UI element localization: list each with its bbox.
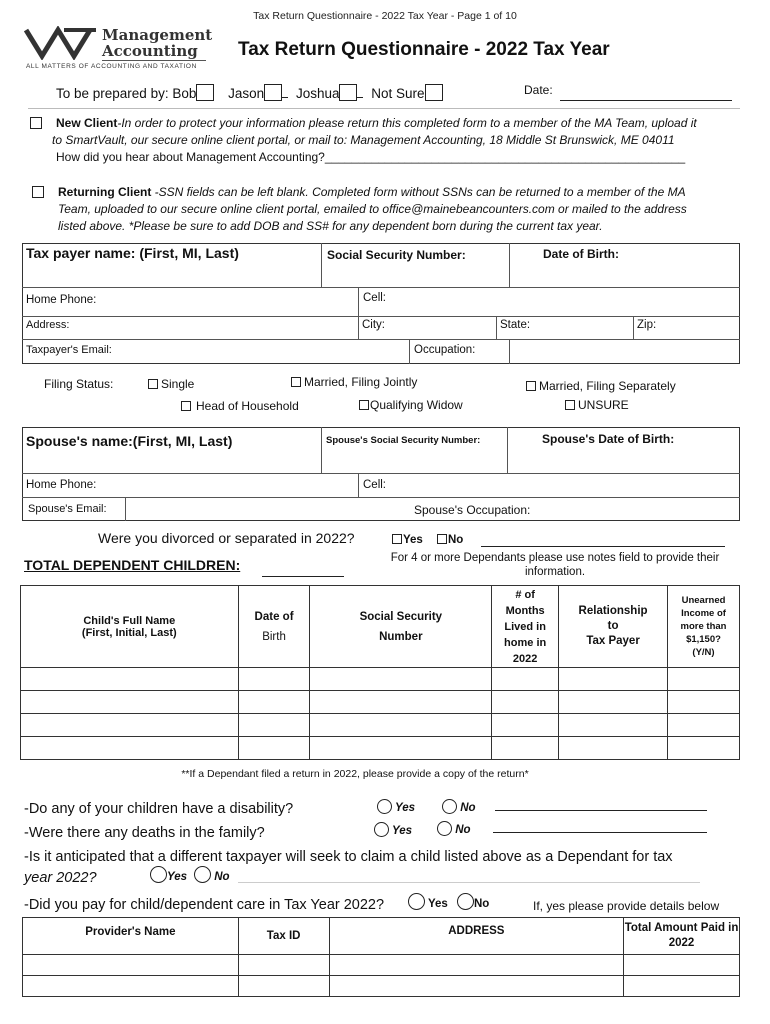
claim-no-label: No	[214, 871, 230, 883]
disability-no-label: No	[460, 802, 476, 814]
dep-cell[interactable]	[492, 691, 559, 714]
dep-cell[interactable]	[238, 668, 310, 691]
dep-cell[interactable]	[492, 714, 559, 737]
provider-cell[interactable]	[23, 955, 239, 976]
date-label: Date:	[524, 83, 553, 97]
taxpayer-ssn-field[interactable]: Social Security Number:	[327, 248, 466, 262]
returning-client-text1: -SSN fields can be left blank. Completed form without SSNs can be returned to a member of the MA	[151, 185, 686, 199]
spouse-ssn-field[interactable]: Spouse's Social Security Number:	[326, 435, 481, 446]
taxpayer-city-field[interactable]: City:	[362, 319, 385, 331]
returning-client-checkbox[interactable]	[32, 186, 44, 198]
dependents-title: TOTAL DEPENDENT CHILDREN:	[24, 557, 241, 573]
divorce-no-checkbox[interactable]	[437, 534, 447, 544]
new-client-referral: How did you hear about Management Accounting?______________________________________________________	[56, 150, 686, 164]
filing-mfj-label: Married, Filing Jointly	[304, 375, 418, 389]
taxpayer-state-field[interactable]: State:	[500, 319, 531, 331]
dep-header-unearned: Unearned Income of more than $1,150? (Y/N)	[668, 586, 740, 668]
filing-hoh-checkbox[interactable]	[181, 401, 191, 411]
logo-line2: Accounting	[102, 42, 198, 60]
returning-client-text2: Team, uploaded to our secure online client portal, emailed to office@mainebeancounters.com or mailed to the address	[58, 202, 687, 216]
dep-cell[interactable]	[21, 714, 239, 737]
provider-header-name: Provider's Name	[23, 918, 239, 955]
dep-header-dob: Date of Birth	[238, 586, 310, 668]
childcare-no-option[interactable]	[457, 893, 489, 910]
provider-cell[interactable]	[329, 976, 624, 997]
dep-cell[interactable]	[21, 668, 239, 691]
logo-name	[102, 27, 212, 59]
disability-question: -Do any of your children have a disability?	[24, 801, 294, 817]
preparer-joshua-checkbox[interactable]	[339, 84, 357, 101]
filing-mfs-checkbox[interactable]	[526, 381, 536, 391]
filing-unsure-label: UNSURE	[578, 398, 629, 412]
filing-hoh-label: Head of Household	[196, 399, 299, 413]
dependents-note: For 4 or more Dependants please use notes field to provide their information.	[390, 552, 720, 578]
returning-client-section	[58, 184, 748, 235]
dep-header-ssn: Social Security Number	[310, 586, 492, 668]
preparer-joshua-label: Joshua	[295, 86, 340, 101]
dep-cell[interactable]	[310, 737, 492, 760]
table-row	[21, 668, 740, 691]
childcare-yes-radio[interactable]	[408, 893, 425, 910]
childcare-question: -Did you pay for child/dependent care in Tax Year 2022?	[24, 897, 385, 913]
new-client-text1: -In order to protect your information please return this completed form to a member of the MA Team, upload it	[117, 116, 697, 130]
claim-yes-label: Yes	[167, 871, 188, 883]
provider-table	[22, 917, 740, 997]
filing-mfs-label: Married, Filing Separately	[539, 379, 676, 393]
table-row	[23, 976, 740, 997]
taxpayer-cell-field[interactable]: Cell:	[363, 292, 387, 304]
provider-cell[interactable]	[624, 955, 740, 976]
logo-mark-icon	[24, 26, 98, 60]
dep-cell[interactable]	[310, 714, 492, 737]
childcare-no-radio[interactable]	[457, 893, 474, 910]
claim-details-field[interactable]	[238, 882, 700, 883]
disability-no-radio[interactable]	[442, 799, 457, 814]
table-row	[21, 691, 740, 714]
childcare-yes-option[interactable]	[408, 893, 448, 910]
provider-header-address: ADDRESS	[329, 918, 624, 955]
dep-header-relationship: Relationship to Tax Payer	[559, 586, 668, 668]
provider-cell[interactable]	[238, 955, 329, 976]
claim-no-radio[interactable]	[194, 866, 211, 883]
filing-qw-label: Qualifying Widow	[370, 398, 463, 412]
preparer-notsure-label: Not Sure	[371, 86, 425, 101]
date-field[interactable]	[560, 100, 732, 102]
filing-mfj-option[interactable]	[291, 375, 417, 389]
page-header-label: Tax Return Questionnaire - 2022 Tax Year - Page 1 of 10	[253, 10, 517, 22]
deaths-yes-option[interactable]	[374, 822, 412, 837]
provider-cell[interactable]	[238, 976, 329, 997]
new-client-section	[52, 115, 746, 166]
disability-yes-label: Yes	[395, 802, 416, 814]
taxpayer-zip-field[interactable]: Zip:	[637, 319, 657, 331]
spouse-dob-field[interactable]: Spouse's Date of Birth:	[542, 432, 675, 446]
taxpayer-home-phone-field[interactable]: Home Phone:	[26, 294, 97, 306]
childcare-no-label: No	[474, 898, 490, 910]
taxpayer-address-field[interactable]: Address:	[26, 319, 70, 331]
dependents-table	[20, 585, 740, 760]
dep-cell[interactable]	[668, 737, 740, 760]
dep-cell[interactable]	[21, 691, 239, 714]
logo-tagline: ALL MATTERS OF ACCOUNTING AND TAXATION	[26, 63, 197, 70]
deaths-no-label: No	[455, 824, 471, 836]
dep-cell[interactable]	[492, 737, 559, 760]
claim-question: -Is it anticipated that a different taxpayer will seek to claim a child listed above as a Dependant for tax	[24, 849, 673, 865]
taxpayer-dob-field[interactable]: Date of Birth:	[543, 247, 619, 261]
spouse-name-field[interactable]: Spouse's name:(First, MI, Last)	[26, 433, 233, 449]
table-row	[21, 737, 740, 760]
dep-cell[interactable]	[668, 714, 740, 737]
divorce-question: Were you divorced or separated in 2022?	[98, 530, 355, 546]
divorce-yes-option[interactable]	[392, 534, 423, 546]
new-client-title: New Client	[56, 116, 118, 130]
deaths-no-radio[interactable]	[437, 821, 452, 836]
provider-cell[interactable]	[624, 976, 740, 997]
dep-cell[interactable]	[310, 691, 492, 714]
divorce-no-label: No	[448, 534, 464, 546]
divorce-details-field[interactable]	[481, 546, 725, 547]
taxpayer-name-field[interactable]: Tax payer name: (First, MI, Last)	[26, 245, 239, 261]
spouse-email-field[interactable]: Spouse's Email:	[28, 503, 107, 515]
preparer-jason-checkbox[interactable]	[264, 84, 282, 101]
filing-unsure-checkbox[interactable]	[565, 400, 575, 410]
logo-line1: Management	[102, 26, 213, 44]
taxpayer-email-field[interactable]: Taxpayer's Email:	[26, 344, 112, 356]
dep-cell[interactable]	[238, 691, 310, 714]
childcare-note: If, yes please provide details below	[533, 899, 720, 913]
dep-cell[interactable]	[668, 691, 740, 714]
divorce-yes-label: Yes	[403, 534, 423, 546]
deaths-no-option[interactable]	[437, 821, 471, 836]
childcare-yes-label: Yes	[428, 898, 448, 910]
filing-status-label: Filing Status:	[44, 377, 114, 391]
filing-qw-option[interactable]	[359, 398, 463, 412]
dep-header-name: Child's Full Name (First, Initial, Last)	[21, 586, 239, 668]
preparer-bob-label: Bob	[172, 86, 197, 101]
filing-mfs-option[interactable]	[526, 379, 676, 393]
filing-qw-checkbox[interactable]	[359, 400, 369, 410]
table-row	[21, 714, 740, 737]
dep-cell[interactable]	[310, 668, 492, 691]
provider-cell[interactable]	[23, 976, 239, 997]
claim-question-year: year 2022?	[24, 870, 97, 886]
disability-details-field[interactable]	[495, 810, 707, 811]
deaths-yes-radio[interactable]	[374, 822, 389, 837]
new-client-text2: to SmartVault, our secure online client portal, or mail to: Management Accounting, 18 Middle St Brunswick, ME 04011	[52, 133, 675, 147]
preparer-row	[56, 84, 443, 101]
provider-header-taxid: Tax ID	[238, 918, 329, 955]
provider-header-amount: Total Amount Paid in 2022	[624, 918, 740, 955]
returning-client-text3: listed above. *Please be sure to add DOB and SS# for any dependent born during the current tax year.	[58, 219, 603, 233]
filing-hoh-option[interactable]	[181, 399, 299, 413]
dependents-footnote: **If a Dependant filed a return in 2022, please provide a copy of the return*	[181, 768, 529, 780]
preparer-jason-label: Jason	[228, 86, 265, 101]
table-row	[23, 955, 740, 976]
spouse-cell-field[interactable]: Cell:	[363, 479, 387, 491]
preparer-bob-checkbox[interactable]	[196, 84, 214, 101]
disability-no-option[interactable]	[442, 799, 476, 814]
deaths-yes-label: Yes	[392, 825, 413, 837]
spouse-occupation-field[interactable]: Spouse's Occupation:	[414, 503, 531, 517]
claim-yes-option[interactable]	[150, 866, 187, 883]
dep-cell[interactable]	[559, 737, 668, 760]
dep-cell[interactable]	[559, 691, 668, 714]
dep-cell[interactable]	[668, 668, 740, 691]
new-client-checkbox[interactable]	[30, 117, 42, 129]
page-title: Tax Return Questionnaire - 2022 Tax Year	[238, 39, 610, 60]
deaths-question: -Were there any deaths in the family?	[24, 825, 265, 841]
returning-client-title: Returning Client	[58, 185, 152, 199]
claim-no-option[interactable]	[194, 866, 230, 883]
dep-cell[interactable]	[559, 714, 668, 737]
filing-single-label: Single	[161, 377, 195, 391]
filing-single-checkbox[interactable]	[148, 379, 158, 389]
provider-cell[interactable]	[329, 955, 624, 976]
dep-cell[interactable]	[21, 737, 239, 760]
disability-yes-option[interactable]	[377, 799, 415, 814]
filing-single-option[interactable]	[148, 377, 194, 391]
deaths-details-field[interactable]	[493, 832, 707, 833]
dep-cell[interactable]	[238, 714, 310, 737]
dep-cell[interactable]	[559, 668, 668, 691]
dependents-count-field[interactable]	[262, 576, 344, 577]
dep-cell[interactable]	[492, 668, 559, 691]
filing-unsure-option[interactable]	[565, 398, 629, 412]
claim-yes-radio[interactable]	[150, 866, 167, 883]
disability-yes-radio[interactable]	[377, 799, 392, 814]
preparer-notsure-checkbox[interactable]	[425, 84, 443, 101]
spouse-home-phone-field[interactable]: Home Phone:	[26, 479, 97, 491]
divorce-yes-checkbox[interactable]	[392, 534, 402, 544]
preparer-label: To be prepared by:	[56, 86, 169, 101]
filing-mfj-checkbox[interactable]	[291, 377, 301, 387]
dep-cell[interactable]	[238, 737, 310, 760]
divorce-no-option[interactable]	[437, 534, 463, 546]
dep-header-months: # of Months Lived in home in 2022	[492, 586, 559, 668]
taxpayer-occupation-field[interactable]: Occupation:	[414, 344, 476, 356]
